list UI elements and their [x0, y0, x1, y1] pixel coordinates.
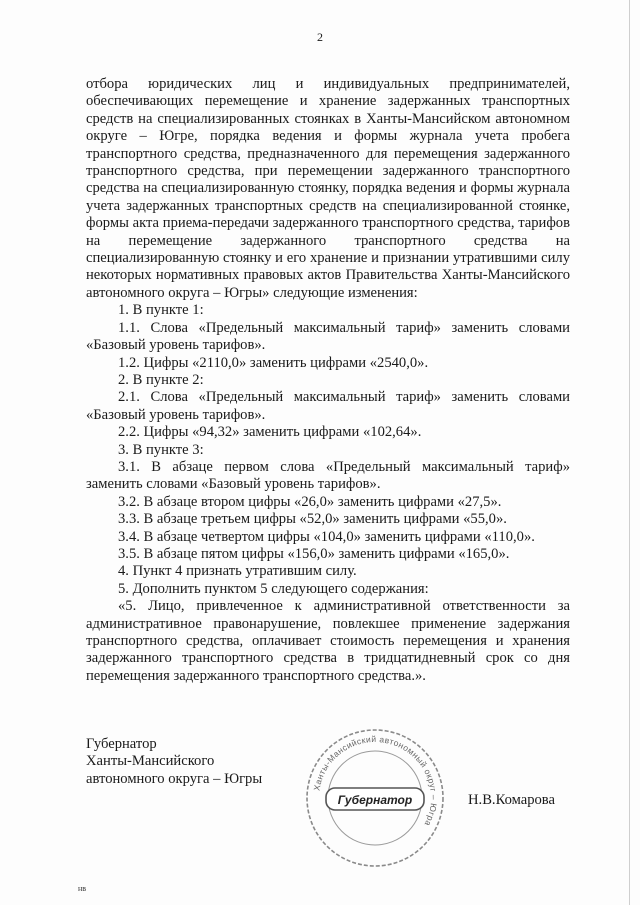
signatory-title-line-2: Ханты-Мансийского	[86, 753, 215, 770]
clause-3-1: 3.1. В абзаце первом слова «Предельный максимальный тариф» заменить словами «Базовый уровень тарифов».	[86, 458, 570, 493]
clause-3: 3. В пункте 3:	[118, 441, 204, 458]
clause-2-2: 2.2. Цифры «94,32» заменить цифрами «102,64».	[118, 424, 422, 441]
clause-1-2: 1.2. Цифры «2110,0» заменить цифрами «2540,0».	[118, 354, 429, 371]
signatory-title-line-1: Губернатор	[86, 736, 157, 752]
clause-1: 1. В пункте 1:	[118, 302, 204, 319]
clause-5-text: «5. Лицо, привлеченное к административной ответственности за административное правонарушение, повлекшее применение задержания транспортного средства, оплачивает стоимость перемещения и хранения задержанного транспортного средства в тридцатидневный срок со дня перемещения задержанного транспортного средства.».	[86, 598, 570, 684]
scan-edge-line	[629, 0, 630, 905]
page-number: 2	[317, 30, 323, 44]
clause-3-4: 3.4. В абзаце четвертом цифры «104,0» заменить цифрами «110,0».	[118, 528, 535, 545]
official-stamp	[300, 718, 450, 878]
stamp-ring-text: Ханты-Мансийский автономный округ – Югра	[311, 733, 440, 829]
clause-5: 5. Дополнить пунктом 5 следующего содержания:	[118, 580, 429, 597]
clause-2-1: 2.1. Слова «Предельный максимальный тариф» заменить словами «Базовый уровень тарифов».	[86, 389, 570, 423]
signatory-title	[86, 736, 262, 788]
clause-3-3: 3.3. В абзаце третьем цифры «52,0» заменить цифрами «55,0».	[118, 511, 507, 528]
intro-paragraph: отбора юридических лиц и индивидуальных предпринимателей, обеспечивающих перемещение и хранение задержанных транспортных средств на специализированных стоянках в Ханты-Мансийском автономном округе – Югре, порядка ведения и формы журнала учета пробега транспортного средства, предназначенного для перемещения задержанного транспортного средства, при перемещении задержанного транспортного средства на специализированную стоянку, порядка ведения и формы журнала учета задержанных транспортных средств на специализированной стоянке, формы акта приема-передачи задержанного транспортного средства, тарифов на перемещение задержанного транспортного средства на специализированную стоянку и его хранение и признании утратившими силу некоторых нормативных правовых актов Правительства Ханты-Мансийского автономного округа – Югры» следующие изменения:	[86, 76, 570, 301]
clause-4: 4. Пункт 4 признать утратившим силу.	[118, 563, 357, 580]
footer-code: нв	[78, 884, 87, 893]
stamp-center-text: Губернатор	[337, 793, 413, 807]
clause-1-1: 1.1. Слова «Предельный максимальный тариф» заменить словами «Базовый уровень тарифов».	[86, 319, 570, 354]
clause-2: 2. В пункте 2:	[118, 371, 204, 388]
signatory-title-line-3: автономного округа – Югры	[86, 770, 263, 787]
clause-3-2: 3.2. В абзаце втором цифры «26,0» заменить цифрами «27,5».	[118, 493, 502, 510]
document-body	[86, 76, 570, 685]
signatory-name: Н.В.Комарова	[468, 792, 555, 808]
clause-3-5: 3.5. В абзаце пятом цифры «156,0» заменить цифрами «165,0».	[118, 545, 510, 562]
